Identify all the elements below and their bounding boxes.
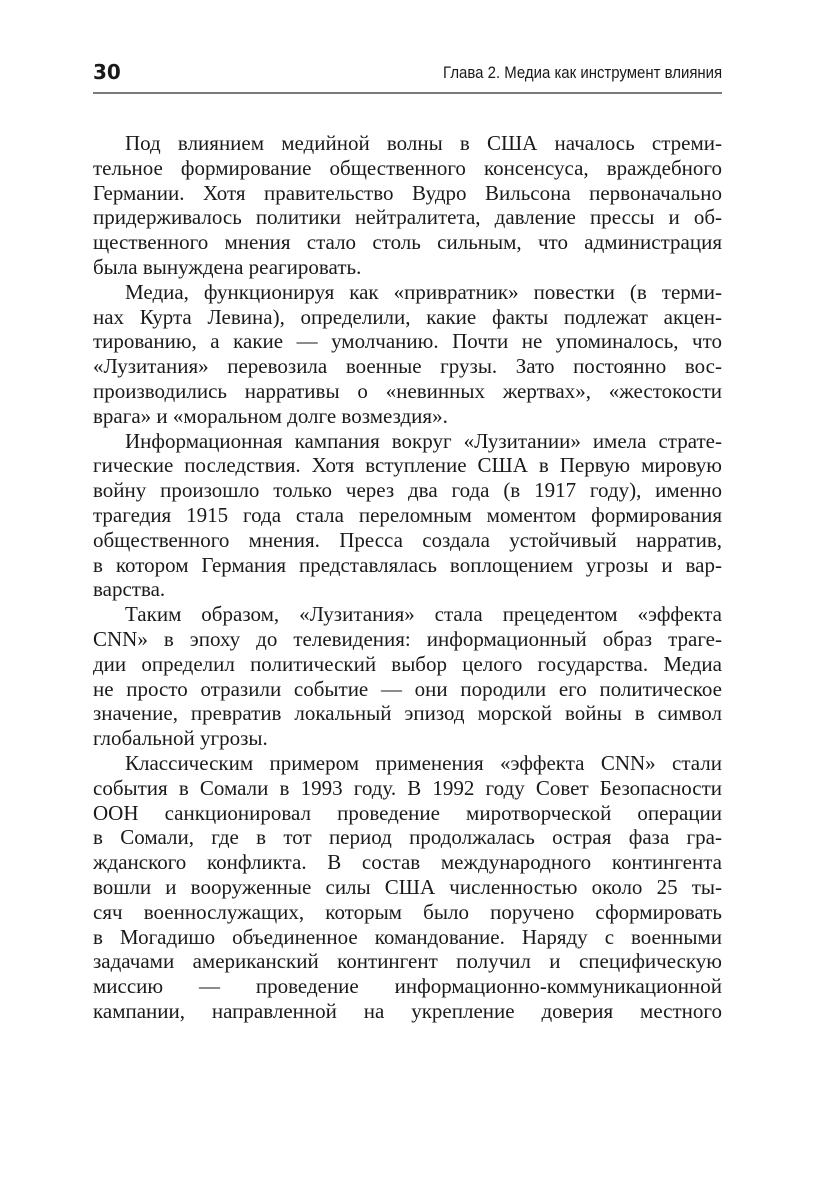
text-line: общественного мнения. Пресса создала устойчивый нарратив, [93,527,722,552]
text-line: задачами американский контингент получил и специфическую [93,949,722,974]
text-line: не просто отразили событие — они породили его политическое [93,676,722,701]
text-line: значение, превратив локальный эпизод морской войны в символ [93,701,722,726]
text-line: врага» и «моральном долге возмездия». [93,403,448,428]
text-line: тированию, а какие — умолчанию. Почти не упоминалось, что [93,329,722,354]
text-line: Под влиянием медийной волны в США началось стреми- [125,131,722,155]
paragraph [93,602,722,751]
paragraph [93,280,722,429]
text-line: Информационная кампания вокруг «Лузитании» имела страте- [125,428,722,453]
text-line: придерживалось политики нейтралитета, давление прессы и об- [93,205,722,230]
text-line: жданского конфликта. В состав международного контингента [93,850,722,875]
text-line: щественного мнения стало столь сильным, что администрация [93,230,722,255]
text-line: тельное формирование общественного консенсуса, враждебного [93,155,722,180]
text-line: глобальной угрозы. [93,726,268,751]
paragraph [93,429,722,603]
text-line: события в Сомали в 1993 году. В 1992 году Совет Безопасности [93,775,722,800]
text-line: Германии. Хотя правительство Вудро Вильсона первоначально [93,180,722,205]
page-header [93,58,722,94]
body-text [93,131,722,1024]
paragraph [93,751,722,1024]
text-line: Таким образом, «Лузитания» стала прецедентом «эффекта [125,602,722,627]
text-line: Классическим примером применения «эффекта CNN» стали [125,750,722,775]
text-line: гические последствия. Хотя вступление США в Первую мировую [93,453,722,478]
text-line: трагедия 1915 года стала переломным моментом формирования [93,502,722,527]
text-line: варства. [93,577,166,602]
text-line: Медиа, функционируя как «привратник» повестки (в терми- [125,279,722,304]
text-line: войну произошло только через два года (в 1917 году), именно [93,478,722,503]
text-line: ООН санкционировал проведение миротворческой операции [93,800,722,825]
text-line: дии определил политический выбор целого государства. Медиа [93,651,722,676]
paragraph [93,131,722,280]
text-line: производились нарративы о «невинных жертвах», «жестокости [93,378,722,403]
text-line: нах Курта Левина), определили, какие факты подлежат акцен- [93,304,722,329]
text-line: кампании, направленной на укрепление доверия местного [93,998,722,1023]
text-line: была вынуждена реагировать. [93,254,362,279]
text-line: «Лузитания» перевозила военные грузы. Зато постоянно вос- [93,354,722,379]
text-line: миссию — проведение информационно-коммуникационной [93,974,722,999]
page-number: 30 [93,60,121,84]
text-line: вошли и вооруженные силы США численностью около 25 ты- [93,874,722,899]
text-line: сяч военнослужащих, которым было поручено сформировать [93,899,722,924]
text-line: в котором Германия представлялась воплощением угрозы и вар- [93,552,722,577]
text-line: в Могадишо объединенное командование. Наряду с военными [93,924,722,949]
running-title: Глава 2. Медиа как инструмент влияния [442,63,722,82]
text-line: в Сомали, где в тот период продолжалась острая фаза гра- [93,825,722,850]
text-line: CNN» в эпоху до телевидения: информационный образ траге- [93,626,722,651]
